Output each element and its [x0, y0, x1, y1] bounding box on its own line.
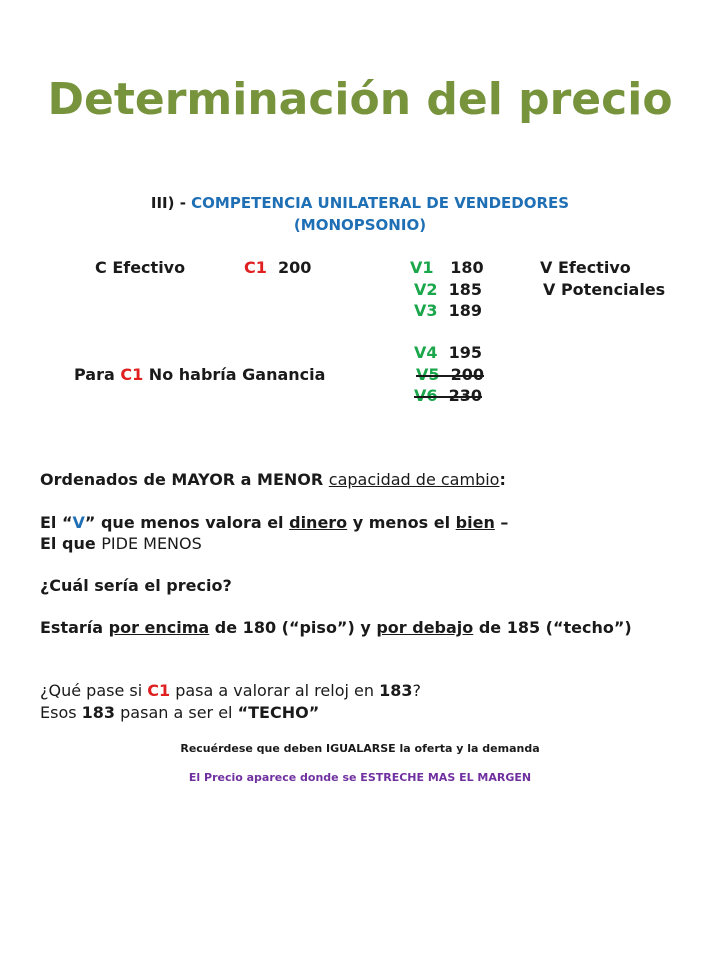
seller-v4-label: V4 [414, 343, 438, 362]
c-efectivo-label: C Efectivo [95, 258, 186, 277]
seller-v1 [410, 258, 484, 277]
seller-v2-label: V2 [414, 280, 438, 299]
seller-v3-label: V3 [414, 301, 438, 320]
seller-v2 [414, 280, 482, 299]
que-pase-val: 183 [379, 681, 413, 700]
no-gain-note [74, 365, 325, 384]
que-pase-p2: pasa a valorar al reloj en [170, 681, 380, 700]
el-v-p2: ” que menos valora el [84, 513, 290, 532]
seller-v5-label: V5 [416, 365, 440, 384]
esos-techo: “TECHO” [237, 703, 320, 722]
heading-prefix: III) - [150, 194, 192, 212]
esos-line [40, 703, 319, 722]
estaria-p2: de 180 (“piso”) y [209, 618, 377, 637]
ordenados-line [40, 470, 506, 489]
question-line: ¿Cuál sería el precio? [40, 576, 232, 595]
page-title: Determinación del precio [47, 74, 673, 125]
ordenados-underlined: capacidad de cambio [328, 470, 500, 489]
seller-v1-label: V1 [410, 258, 434, 277]
c1-entry [244, 258, 311, 277]
v-efectivo-label: V Efectivo [540, 258, 631, 277]
que-pase-p3: ? [412, 681, 421, 700]
heading-line2: (MONOPSONIO) [293, 216, 427, 234]
v-potenciales-label: V Potenciales [543, 280, 666, 299]
no-gain-post: No habría Ganancia [143, 365, 326, 384]
pide-pre: El que [40, 534, 102, 553]
estaria-p3: de 185 (“techo”) [473, 618, 632, 637]
seller-v5-value: 200 [450, 365, 485, 384]
seller-v2-value: 185 [448, 280, 483, 299]
ordenados-pre: Ordenados de MAYOR a MENOR [40, 470, 329, 489]
seller-v5-strike [416, 365, 484, 384]
section-heading [0, 194, 720, 212]
el-v-p1: El “ [40, 513, 73, 532]
esos-p2: pasan a ser el [115, 703, 238, 722]
estaria-line [40, 618, 632, 637]
que-pase-p1: ¿Qué pase si [40, 681, 148, 700]
seller-v6-label: V6 [414, 386, 438, 405]
esos-val: 183 [81, 703, 116, 722]
que-pase-c1: C1 [147, 681, 171, 700]
el-v-v: V [72, 513, 85, 532]
heading-line1: COMPETENCIA UNILATERAL DE VENDEDORES [191, 194, 570, 212]
que-pase-line [40, 681, 421, 700]
estaria-encima: por encima [108, 618, 210, 637]
margen-note: El Precio aparece donde se ESTRECHE MAS EL MARGEN [188, 771, 532, 784]
pide-line [40, 534, 202, 553]
seller-v4-value: 195 [448, 343, 483, 362]
seller-v6 [414, 386, 482, 405]
c1-label: C1 [244, 258, 267, 277]
seller-v3 [414, 301, 482, 320]
seller-v5 [416, 365, 484, 384]
seller-v6-value: 230 [448, 386, 483, 405]
ordenados-post: : [499, 470, 506, 489]
el-v-p4: – [494, 513, 509, 532]
el-v-dinero: dinero [289, 513, 348, 532]
el-v-line [40, 513, 508, 532]
no-gain-pre: Para [74, 365, 121, 384]
no-gain-c1: C1 [120, 365, 144, 384]
recuerdese-note: Recuérdese que deben IGUALARSE la oferta y la demanda [180, 742, 540, 755]
seller-v1-value: 180 [450, 258, 484, 277]
esos-p1: Esos [40, 703, 82, 722]
c1-value: 200 [278, 258, 312, 277]
estaria-p1: Estaría [40, 618, 109, 637]
el-v-p3: y menos el [347, 513, 456, 532]
seller-v6-strike [414, 386, 482, 405]
pide-normal: PIDE MENOS [101, 534, 202, 553]
estaria-debajo: por debajo [376, 618, 474, 637]
el-v-bien: bien [455, 513, 495, 532]
seller-v3-value: 189 [448, 301, 483, 320]
seller-v4 [414, 343, 482, 362]
